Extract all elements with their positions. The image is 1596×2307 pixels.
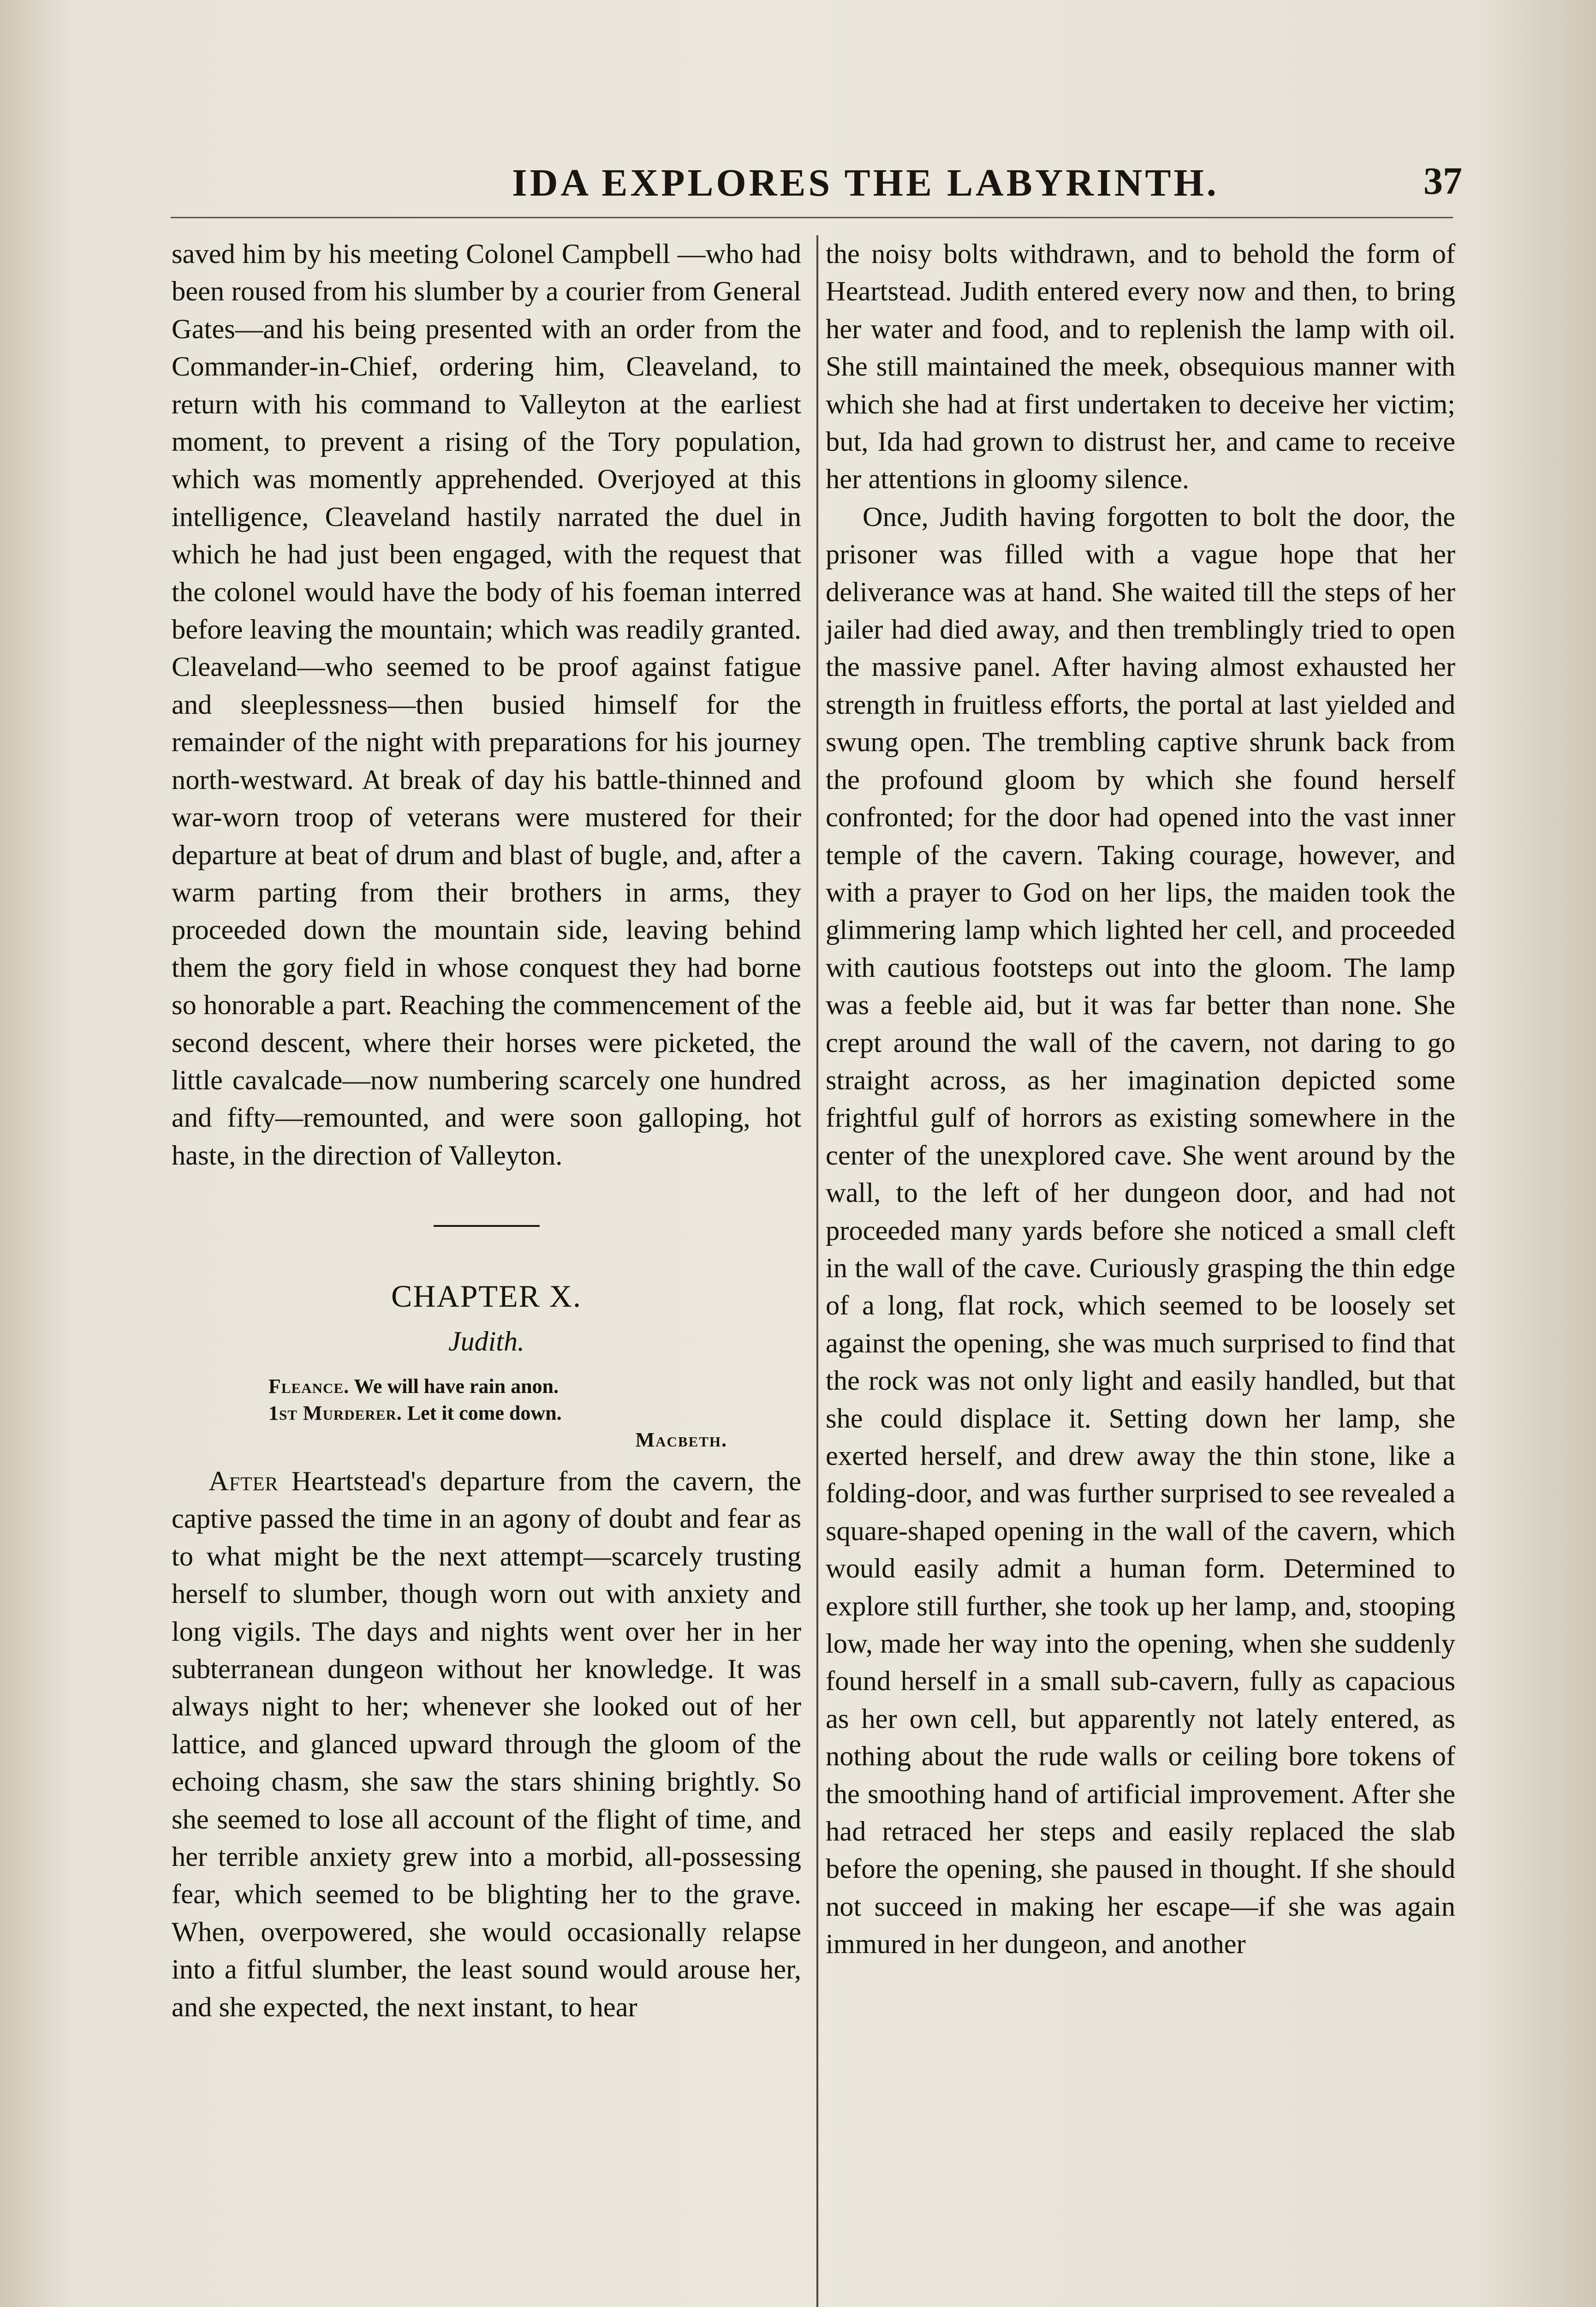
chapter-subtitle: Judith. — [448, 1326, 524, 1357]
right-paragraph-2: Once, Judith having forgotten to bolt the door, the prisoner was filled with a vague hope that her deliverance was at hand. She waited till the steps of her jailer had died away, and then tremblingly tried to open the massive panel. After having almost exhausted her strength in fruitless efforts, the portal at last yielded and swung open. The trembling captive shrunk back from the profound gloom by which she found herself confronted; for the door had opened into the vast inner temple of the cavern. Taking courage, however, and with a prayer to God on her lips, the maiden took the glimmering lamp which lighted her cell, and proceeded with cautious footsteps out into the gloom. The lamp was a feeble aid, but it was far better than none. She crept around the wall of the cavern, not daring to go straight across, as her imagination depicted some frightful gulf of horrors as existing somewhere in the center of the unexplored cave. She went around by the wall, to the left of her dungeon door, and had not proceeded many yards before she noticed a small cleft in the wall of the cave. Curiously grasping the thin edge of a long, flat rock, which seemed to be loosely set against the opening, she was much surprised to find that the rock was not only light and easily handled, but that she could displace it. Setting down her lamp, she exerted herself, and drew away the thin stone, like a folding-door, and was further surprised to see revealed a square-shaped opening in the wall of the cavern, which would easily admit a human form. Determined to explore still further, she took up her lamp, and, stooping low, made her way into the opening, when she suddenly found herself in a small sub-cavern, fully as capacious as her own cell, but apparently not lately entered, as nothing about the rude walls or ceiling bore tokens of the smoothing hand of artificial improvement. After she had retraced her steps and easily replaced the slab before the opening, she paused in thought. If she should not succeed in making her escape—if she was again immured in her dungeon, and another — [826, 501, 1455, 1960]
left-column — [172, 235, 801, 2026]
chapter-title: CHAPTER X. — [391, 1279, 582, 1314]
page-number: 37 — [1423, 160, 1462, 203]
right-column — [826, 235, 1455, 1963]
epigraph-speaker: 1st Murderer. — [268, 1401, 402, 1424]
epigraph-source: Macbeth. — [635, 1428, 727, 1451]
epigraph-speaker: Fleance. — [268, 1375, 350, 1398]
paragraph-first-word: After — [208, 1465, 279, 1497]
epigraph-text: Let it come down. — [407, 1401, 562, 1424]
page-header — [171, 152, 1462, 217]
column-divider — [816, 235, 818, 2307]
left-paragraph-1: saved him by his meeting Colonel Campbell —who had been roused from his slumber by a courier from General Gates—and his being presented with an order from the Commander-in-Chief, ordering him, Cleaveland, to return with his command to Valleyton at the earliest moment, to prevent a rising of the Tory population, which was momently apprehended. Overjoyed at this intelligence, Cleaveland hastily narrated the duel in which he had just been engaged, with the request that the colonel would have the body of his foeman interred before leaving the mountain; which was readily granted. Cleaveland—who seemed to be proof against fatigue and sleeplessness—then busied himself for the remainder of the night with preparations for his journey north-westward. At break of day his battle-thinned and war-worn troop of veterans were mustered for their departure at beat of drum and blast of bugle, and, after a warm parting from their brothers in arms, they proceeded down the mountain side, leaving behind them the gory field in whose conquest they had borne so honorable a part. Reaching the commencement of the second descent, where their horses were picketed, the little cavalcade—now numbering scarcely one hundred and fifty—remounted, and were soon galloping, hot haste, in the direction of Valleyton. — [172, 239, 801, 1171]
right-paragraph-1: the noisy bolts withdrawn, and to behold the form of Heartstead. Judith entered every now and then, to bring her water and food, and to replenish the lamp with oil. She still maintained the meek, obsequious manner with which she had at first undertaken to deceive her victim; but, Ida had grown to distrust her, and came to receive her attentions in gloomy silence. — [826, 239, 1455, 495]
epigraph-line — [268, 1400, 801, 1427]
left-paragraph-2 — [172, 1463, 801, 2026]
running-title: IDA EXPLORES THE LABYRINTH. — [512, 161, 1219, 204]
section-separator — [434, 1225, 540, 1227]
page-gutter — [0, 0, 55, 2307]
epigraph — [268, 1373, 801, 1453]
epigraph-line — [268, 1373, 801, 1400]
left-paragraph-2-text: Heartstead's departure from the cavern, the captive passed the time in an agony of doubt and fear as to what might be the next attempt—scarcely trusting herself to slumber, though worn out with anxiety and long vigils. The days and nights went over her in her subterranean dungeon without her knowledge. It was always night to her; whenever she looked out of her lattice, and glanced upward through the gloom of the echoing chasm, she saw the stars shining brightly. So she seemed to lose all account of the flight of time, and her terrible anxiety grew into a morbid, all-possessing fear, which seemed to be blighting her to the grave. When, overpowered, she would occasionally relapse into a fitful slumber, the least sound would arouse her, and she expected, the next instant, to hear — [172, 1465, 801, 2023]
epigraph-text: We will have rain anon. — [354, 1375, 559, 1398]
header-rule — [171, 217, 1453, 218]
